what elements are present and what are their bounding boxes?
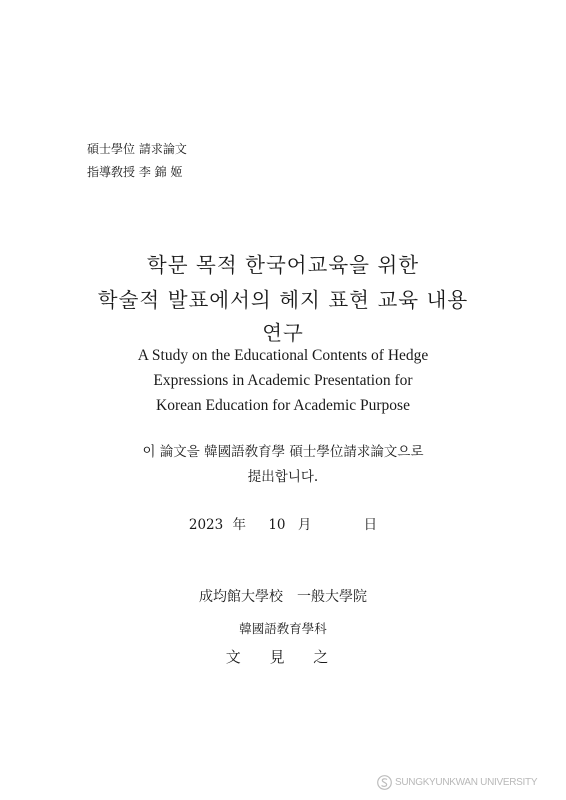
submission-statement-line-2: 提出합니다. — [247, 469, 319, 485]
degree-label: 碩士學位 請求論文 — [87, 142, 187, 156]
date-month-char: 月 — [297, 517, 312, 533]
english-title-line-1: A Study on the Educational Contents of Hedge — [137, 347, 429, 364]
english-title-line-2: Expressions in Academic Presentation for — [153, 372, 413, 389]
date-year-char: 年 — [232, 517, 247, 533]
advisor-label: 指導敎授 李 錦 姬 — [87, 165, 183, 179]
university-logo-icon — [376, 774, 393, 791]
department-name: 韓國語敎育學科 — [239, 621, 327, 636]
korean-title-line-2: 학술적 발표에서의 헤지 표현 교육 내용 — [97, 288, 469, 312]
watermark-text: SUNGKYUNKWAN UNIVERSITY — [395, 776, 538, 788]
submission-date — [0, 513, 566, 533]
date-month: 10 — [268, 517, 286, 533]
author-name: 文 見 之 — [225, 648, 341, 666]
date-day-char: 日 — [363, 517, 378, 533]
korean-title-line-3: 연구 — [262, 321, 304, 345]
korean-title-line-1: 학문 목적 한국어교육을 위한 — [146, 253, 420, 277]
university-graduate-school: 成均館大學校 一般大學院 — [199, 589, 367, 605]
university-watermark — [376, 773, 552, 791]
english-title-line-3: Korean Education for Academic Purpose — [156, 397, 410, 414]
date-year: 2023 — [188, 517, 224, 533]
submission-statement-line-1: 이 論文을 韓國語敎育學 碩士學位請求論文으로 — [142, 444, 424, 460]
